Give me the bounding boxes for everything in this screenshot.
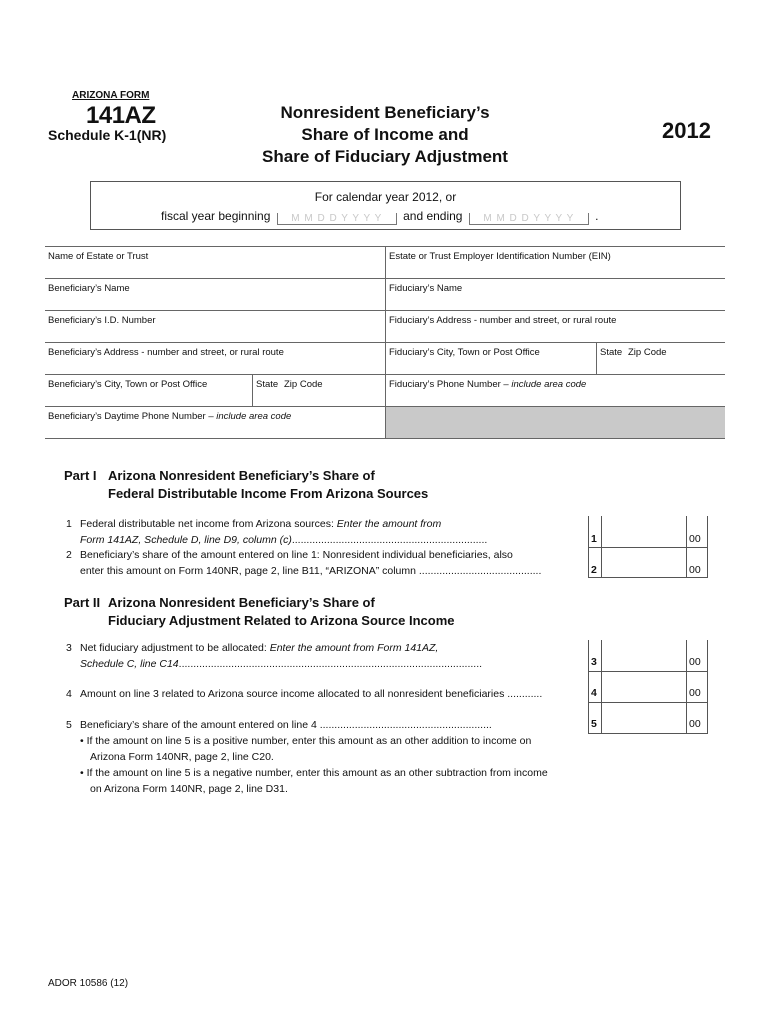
line1-note: Enter the amount from — [336, 518, 442, 530]
grid-row — [45, 279, 725, 311]
part2-title-line-2: Fiduciary Adjustment Related to Arizona Source Income — [108, 613, 455, 628]
bullet-2-text: If the amount on line 5 is a negative number, enter this amount as an other subtraction from income — [86, 767, 548, 779]
grid-row — [45, 343, 725, 375]
line2-text — [66, 547, 581, 579]
line4-amount-input[interactable] — [602, 672, 685, 701]
title-line-2: Share of Income and — [301, 125, 469, 144]
ein-field[interactable] — [385, 247, 725, 278]
part1-title-line-1: Arizona Nonresident Beneficiary’s Share of — [108, 468, 375, 483]
line1-number: 1 — [66, 518, 72, 530]
fiduciary-phone-field[interactable] — [385, 375, 725, 406]
line4-number: 4 — [66, 688, 72, 700]
fiduciary-city-label: Fiduciary’s City, Town or Post Office — [389, 347, 540, 358]
line4-desc: Amount on line 3 related to Arizona source income allocated to all nonresident beneficiaries ............ — [80, 688, 543, 700]
fiscal-end-label: and ending — [403, 209, 463, 223]
part2-title-line-1: Arizona Nonresident Beneficiary’s Share of — [108, 595, 375, 610]
fiduciary-phone-note: include area code — [511, 379, 587, 390]
part2-heading — [108, 594, 455, 630]
grid-row — [45, 311, 725, 343]
line3-ref: Schedule C, line C14 — [80, 658, 179, 670]
calendar-year-text: For calendar year 2012, or — [314, 190, 457, 204]
line1-cents: 00 — [689, 533, 701, 545]
ein-label: Estate or Trust Employer Identification Number (EIN) — [389, 251, 611, 262]
line5-cents: 00 — [689, 718, 701, 730]
period-mark: . — [595, 209, 599, 223]
beneficiary-phone-note: include area code — [216, 411, 292, 422]
box5-label: 5 — [591, 718, 597, 730]
fiduciary-address-label: Fiduciary’s Address - number and street, or rural route — [389, 315, 617, 326]
beneficiary-zip-field[interactable] — [281, 375, 385, 406]
fiduciary-name-field[interactable] — [385, 279, 725, 310]
bullet-1-text-cont: Arizona Form 140NR, page 2, line C20. — [90, 751, 274, 763]
beneficiary-phone-field[interactable] — [45, 407, 385, 438]
form-title — [235, 102, 535, 168]
beneficiary-address-label: Beneficiary’s Address - number and street, or rural route — [48, 347, 284, 358]
line1-ref: Form 141AZ, Schedule D, line D9, column (c) — [80, 534, 292, 546]
line3-amount-input[interactable] — [602, 641, 685, 670]
shaded-area — [385, 407, 725, 438]
fiscal-end-date-input[interactable]: M M D D Y Y Y Y — [469, 213, 589, 225]
part1-heading — [108, 467, 428, 503]
line2-amount-input[interactable] — [602, 548, 685, 577]
line2-desc-cont: enter this amount on Form 140NR, page 2, line B11, “ARIZONA” column .......................................... — [80, 565, 542, 577]
beneficiary-zip-label: Zip Code — [284, 379, 323, 390]
line3-dots: ........................................................................................................ — [178, 658, 483, 670]
fiduciary-zip-field[interactable] — [625, 343, 725, 374]
line3-desc: Net fiduciary adjustment to be allocated: — [80, 642, 267, 654]
line3-note: Enter the amount from Form 141AZ, — [269, 642, 439, 654]
box2-label: 2 — [591, 564, 597, 576]
beneficiary-phone-label: Beneficiary’s Daytime Phone Number – — [48, 411, 214, 422]
beneficiary-id-field[interactable] — [45, 311, 385, 342]
line3-cents: 00 — [689, 656, 701, 668]
line1-dots: ................................................................... — [291, 534, 488, 546]
beneficiary-state-field[interactable] — [252, 375, 281, 406]
fiduciary-name-label: Fiduciary’s Name — [389, 283, 463, 294]
fiscal-year-row — [161, 209, 599, 225]
line1-desc: Federal distributable net income from Arizona sources: — [80, 518, 334, 530]
beneficiary-name-label: Beneficiary’s Name — [48, 283, 130, 294]
beneficiary-id-label: Beneficiary’s I.D. Number — [48, 315, 156, 326]
fiduciary-state-field[interactable] — [596, 343, 625, 374]
bullet-2-text-cont: on Arizona Form 140NR, page 2, line D31. — [90, 783, 288, 795]
line2-desc: Beneficiary’s share of the amount entered on line 1: Nonresident individual beneficiaries, also — [80, 549, 513, 561]
fiscal-begin-label: fiscal year beginning — [161, 209, 271, 223]
form-label: ARIZONA FORM — [72, 90, 150, 101]
bullet-2: • If the amount on line 5 is a negative number, enter this amount as an other subtraction from income — [80, 767, 548, 779]
fiscal-begin-date-input[interactable]: M M D D Y Y Y Y — [277, 213, 397, 225]
fiduciary-phone-label: Fiduciary’s Phone Number – — [389, 379, 509, 390]
line2-cents: 00 — [689, 564, 701, 576]
tax-year: 2012 — [662, 118, 711, 143]
beneficiary-address-field[interactable] — [45, 343, 385, 374]
info-grid — [45, 246, 725, 439]
line3-number: 3 — [66, 642, 72, 654]
line5-amount-input[interactable] — [602, 703, 685, 733]
beneficiary-city-label: Beneficiary’s City, Town or Post Office — [48, 379, 208, 390]
part1-label: Part I — [64, 468, 97, 483]
grid-row — [45, 247, 725, 279]
part2-cents-divider — [686, 640, 687, 734]
beneficiary-name-field[interactable] — [45, 279, 385, 310]
title-line-1: Nonresident Beneficiary’s — [280, 103, 490, 122]
line1-text — [66, 516, 581, 548]
title-line-3: Share of Fiduciary Adjustment — [262, 147, 508, 166]
part2-label: Part II — [64, 595, 101, 610]
beneficiary-city-field[interactable] — [45, 375, 252, 406]
line5-number: 5 — [66, 719, 72, 731]
line4-text — [66, 686, 581, 702]
line1-amount-input[interactable] — [602, 517, 685, 546]
tax-period-box — [90, 181, 681, 230]
estate-name-field[interactable] — [45, 247, 385, 278]
box3-label: 3 — [591, 656, 597, 668]
fiduciary-address-field[interactable] — [385, 311, 725, 342]
beneficiary-state-label: State — [256, 379, 279, 390]
grid-row — [45, 375, 725, 407]
line4-cents: 00 — [689, 687, 701, 699]
fiduciary-zip-label: Zip Code — [628, 347, 667, 358]
line2-number: 2 — [66, 549, 72, 561]
line5-text — [66, 717, 596, 797]
schedule-name: Schedule K-1(NR) — [48, 127, 167, 143]
form-code: ADOR 10586 (12) — [48, 978, 129, 989]
box4-label: 4 — [591, 687, 597, 699]
bullet-1: • If the amount on line 5 is a positive number, enter this amount as an other addition to income on — [80, 735, 532, 747]
form-number: 141AZ — [86, 102, 156, 129]
line3-text — [66, 640, 581, 672]
line5-desc: Beneficiary’s share of the amount entered on line 4 ........................................................... — [80, 719, 492, 731]
fiduciary-city-field[interactable] — [385, 343, 596, 374]
cents-divider — [686, 516, 687, 578]
box1-label: 1 — [591, 533, 597, 545]
fiduciary-state-label: State — [600, 347, 623, 358]
grid-row — [45, 407, 725, 439]
part1-title-line-2: Federal Distributable Income From Arizona Sources — [108, 486, 429, 501]
estate-name-label: Name of Estate or Trust — [48, 251, 149, 262]
bullet-1-text: If the amount on line 5 is a positive number, enter this amount as an other addition to income on — [86, 735, 532, 747]
